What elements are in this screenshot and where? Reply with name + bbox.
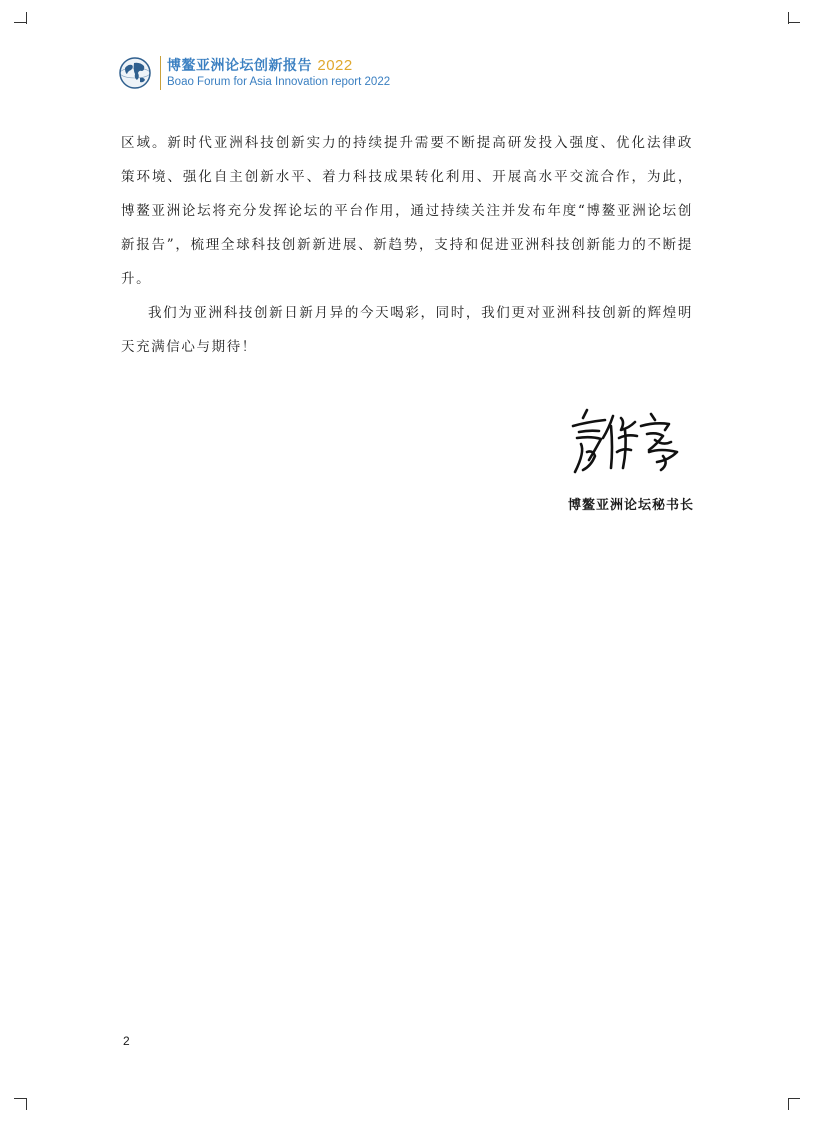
crop-mark xyxy=(788,12,789,24)
page-header xyxy=(118,52,390,94)
crop-mark xyxy=(788,22,800,23)
header-text xyxy=(167,57,390,90)
globe-logo-icon xyxy=(118,56,152,90)
header-title xyxy=(167,57,390,75)
crop-mark xyxy=(14,22,26,23)
page-number: 2 xyxy=(123,1034,130,1048)
paragraph: 我们为亚洲科技创新日新月异的今天喝彩，同时，我们更对亚洲科技创新的辉煌明天充满信心与期待！ xyxy=(121,305,693,355)
crop-mark xyxy=(14,1098,26,1099)
header-subtitle: Boao Forum for Asia Innovation report 2022 xyxy=(167,75,391,88)
header-title-year: 2022 xyxy=(317,56,353,74)
paragraph: 区域。新时代亚洲科技创新实力的持续提升需要不断提高研发投入强度、优化法律政策环境、强化自主创新水平、着力科技成果转化利用、开展高水平交流合作，为此，博鳌亚洲论坛将充分发挥论坛的平台作用，通过持续关注并发布年度“博鳌亚洲论坛创新报告”，梳理全球科技创新新进展、新趋势，支持和促进亚洲科技创新能力的不断提升。 xyxy=(121,135,693,287)
header-title-cn: 博鳌亚洲论坛创新报告 xyxy=(167,57,312,74)
crop-mark xyxy=(26,12,27,24)
crop-mark xyxy=(788,1098,789,1110)
handwritten-signature xyxy=(565,408,689,480)
body-text xyxy=(121,126,693,364)
header-divider xyxy=(160,56,161,90)
signatory-title: 博鳌亚洲论坛秘书长 xyxy=(567,498,694,513)
crop-mark xyxy=(788,1098,800,1099)
crop-mark xyxy=(26,1098,27,1110)
